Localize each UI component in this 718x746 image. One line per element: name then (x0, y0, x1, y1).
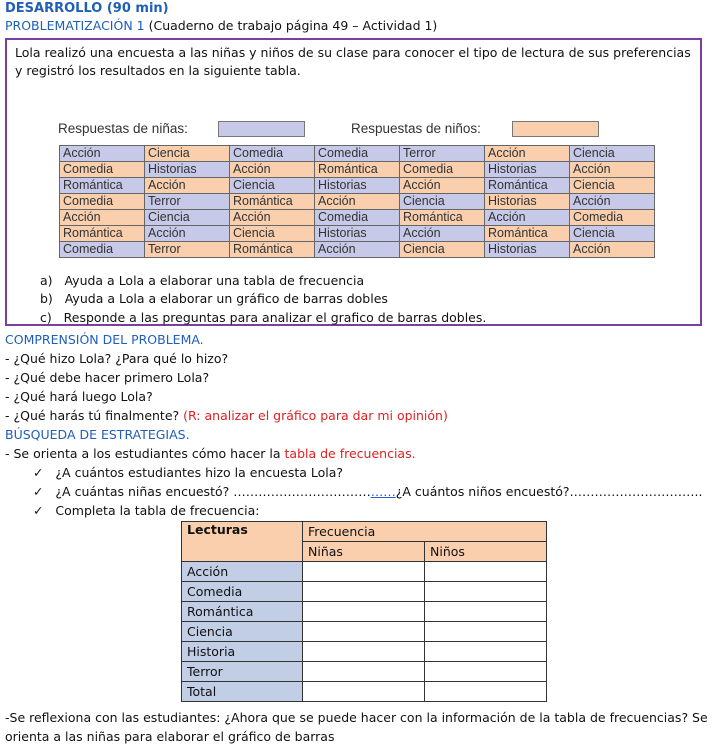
survey-cell: Acción (400, 178, 485, 194)
survey-cell: Ciencia (570, 226, 655, 242)
boys-count-cell[interactable] (425, 582, 547, 602)
survey-cell: Acción (60, 146, 145, 162)
answer-blank[interactable]: …… (370, 484, 396, 499)
survey-cell: Acción (570, 162, 655, 178)
boys-count-cell[interactable] (425, 562, 547, 582)
freq-row (182, 662, 547, 682)
survey-cell: Comedia (315, 210, 400, 226)
survey-cell: Comedia (570, 210, 655, 226)
legend-girls-swatch (218, 121, 305, 137)
survey-row (60, 146, 655, 162)
survey-cell: Acción (315, 242, 400, 258)
survey-cell: Terror (145, 242, 230, 258)
survey-cell: Acción (230, 162, 315, 178)
question: - ¿Qué hará luego Lola? (5, 389, 153, 404)
highlight-text: tabla de frecuencias. (284, 446, 416, 461)
girls-count-cell[interactable] (303, 642, 425, 662)
check-icon: ✓ (33, 484, 44, 499)
survey-cell: Ciencia (570, 146, 655, 162)
reading-label: Total (182, 682, 303, 702)
boys-count-cell[interactable] (425, 682, 547, 702)
boys-count-cell[interactable] (425, 662, 547, 682)
reading-label: Ciencia (182, 622, 303, 642)
survey-row (60, 242, 655, 258)
question: - ¿Qué debe hacer primero Lola? (5, 370, 210, 385)
boys-count-cell[interactable] (425, 602, 547, 622)
survey-row (60, 178, 655, 194)
survey-cell: Acción (145, 226, 230, 242)
survey-cell: Ciencia (145, 146, 230, 162)
survey-cell: Romántica (60, 226, 145, 242)
survey-cell: Historias (145, 162, 230, 178)
survey-cell: Ciencia (230, 226, 315, 242)
header-frequency: Frecuencia (303, 522, 547, 542)
checklist-item: ✓ Completa la tabla de frecuencia: (33, 503, 260, 518)
survey-cell: Comedia (60, 162, 145, 178)
survey-cell: Acción (485, 210, 570, 226)
question: - ¿Qué harás tú finalmente? (R: analizar el gráfico para dar mi opinión) (5, 408, 448, 423)
legend-boys-label: Respuestas de niños: (351, 121, 481, 136)
legend-boys-swatch (512, 121, 599, 137)
girls-count-cell[interactable] (303, 622, 425, 642)
survey-cell: Ciencia (230, 178, 315, 194)
reflection-text: -Se reflexiona con las estudiantes: ¿Ahora que se puede hacer con la información de la tabla de frecuencias? Se orienta a las niñas para elaborar el gráfico de barras (5, 710, 708, 744)
survey-cell: Ciencia (400, 242, 485, 258)
boys-count-cell[interactable] (425, 642, 547, 662)
survey-cell: Historias (485, 194, 570, 210)
task-item: c) Responde a las preguntas para analizar el grafico de barras dobles. (40, 310, 487, 325)
survey-cell: Acción (485, 146, 570, 162)
task-item: a) Ayuda a Lola a elaborar una tabla de frecuencia (40, 273, 365, 288)
reading-label: Romántica (182, 602, 303, 622)
survey-cell: Romántica (400, 210, 485, 226)
survey-row (60, 162, 655, 178)
survey-cell: Historias (485, 242, 570, 258)
answer-hint: (R: analizar el gráfico para dar mi opinión) (183, 408, 448, 423)
survey-cell: Terror (400, 146, 485, 162)
freq-row (182, 602, 547, 622)
strategies-heading: BÚSQUEDA DE ESTRATEGIAS. (5, 427, 190, 442)
question: - ¿Qué hizo Lola? ¿Para qué lo hizo? (5, 351, 229, 366)
reading-label: Terror (182, 662, 303, 682)
reading-label: Comedia (182, 582, 303, 602)
freq-row (182, 562, 547, 582)
reading-label: Historia (182, 642, 303, 662)
boys-count-cell[interactable] (425, 622, 547, 642)
survey-cell: Terror (145, 194, 230, 210)
header-readings: Lecturas (182, 522, 303, 562)
survey-cell: Acción (570, 194, 655, 210)
problem-heading (5, 18, 437, 33)
survey-cell: Romántica (485, 226, 570, 242)
survey-cell: Romántica (315, 162, 400, 178)
problem-label: PROBLEMATIZACIÓN 1 (5, 18, 145, 33)
check-icon: ✓ (33, 503, 44, 518)
survey-table (59, 145, 655, 258)
survey-cell: Romántica (485, 178, 570, 194)
comprehension-heading: COMPRENSIÓN DEL PROBLEMA. (5, 332, 204, 347)
survey-cell: Acción (145, 178, 230, 194)
checklist-item: ✓ ¿A cuántos estudiantes hizo la encuesta Lola? (33, 465, 344, 480)
survey-cell: Comedia (315, 146, 400, 162)
reading-label: Acción (182, 562, 303, 582)
survey-cell: Romántica (230, 242, 315, 258)
survey-cell: Comedia (60, 242, 145, 258)
survey-cell: Historias (485, 162, 570, 178)
legend-girls-label: Respuestas de niñas: (58, 121, 188, 136)
survey-cell: Romántica (230, 194, 315, 210)
problem-note: (Cuaderno de trabajo página 49 – Actividad 1) (144, 18, 438, 33)
freq-row (182, 582, 547, 602)
freq-row (182, 642, 547, 662)
freq-row (182, 682, 547, 702)
header-girls: Niñas (303, 542, 425, 562)
survey-cell: Comedia (230, 146, 315, 162)
survey-cell: Ciencia (400, 194, 485, 210)
survey-row (60, 194, 655, 210)
survey-cell: Acción (570, 242, 655, 258)
survey-cell: Ciencia (145, 210, 230, 226)
freq-row (182, 622, 547, 642)
girls-count-cell[interactable] (303, 682, 425, 702)
survey-cell: Acción (400, 226, 485, 242)
frequency-table (181, 521, 547, 702)
survey-cell: Acción (60, 210, 145, 226)
checklist-item: ✓ ¿A cuántas niñas encuestó? …………………………………¿A cuántos niños encuestó?………………………….. (33, 484, 703, 499)
girls-count-cell[interactable] (303, 562, 425, 582)
survey-cell: Ciencia (570, 178, 655, 194)
survey-cell: Romántica (60, 178, 145, 194)
problem-box (5, 38, 702, 326)
section-title: DESARROLLO (90 min) (5, 1, 169, 16)
survey-row (60, 226, 655, 242)
survey-cell: Acción (230, 210, 315, 226)
survey-cell: Historias (315, 226, 400, 242)
survey-cell: Historias (315, 178, 400, 194)
survey-cell: Comedia (400, 162, 485, 178)
girls-count-cell[interactable] (303, 602, 425, 622)
task-item: b) Ayuda a Lola a elaborar un gráfico de barras dobles (40, 291, 388, 306)
check-icon: ✓ (33, 465, 44, 480)
girls-count-cell[interactable] (303, 662, 425, 682)
survey-cell: Comedia (60, 194, 145, 210)
header-boys: Niños (425, 542, 547, 562)
girls-count-cell[interactable] (303, 582, 425, 602)
problem-intro: Lola realizó una encuesta a las niñas y niños de su clase para conocer el tipo de lectura de sus preferencias y registró los resultados en la siguiente tabla. (15, 45, 691, 78)
strategy-orientation: - Se orienta a los estudiantes cómo hacer la tabla de frecuencias. (5, 446, 416, 461)
survey-row (60, 210, 655, 226)
survey-cell: Acción (315, 194, 400, 210)
